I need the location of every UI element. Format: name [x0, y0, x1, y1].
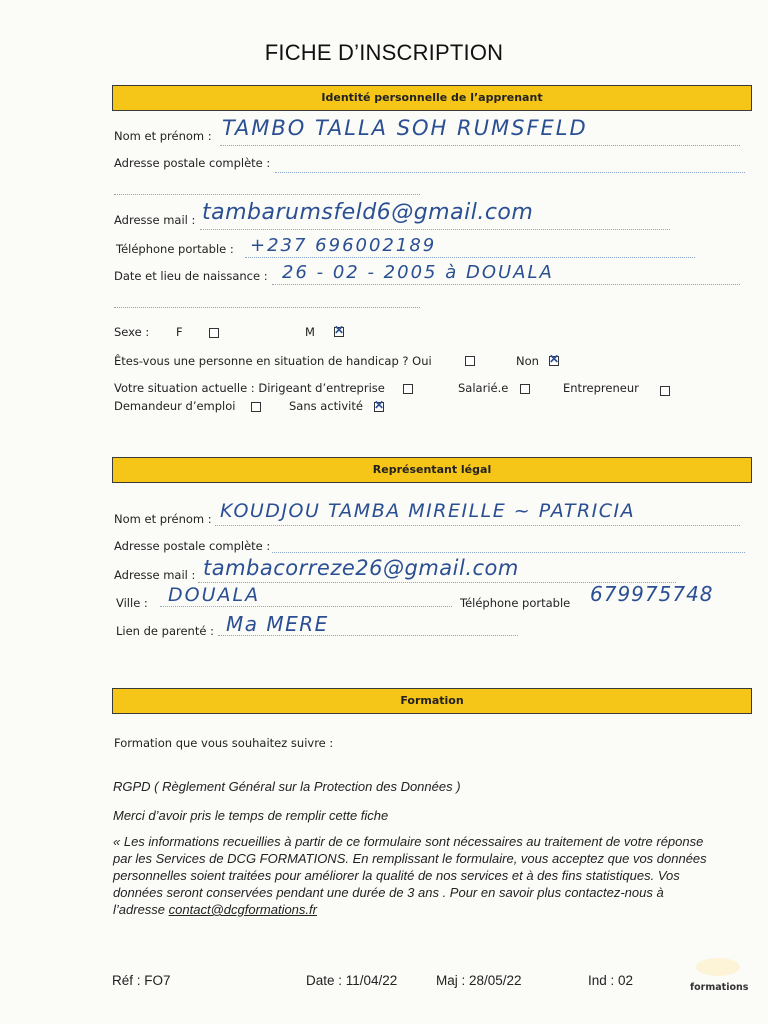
- handicap-question: Êtes-vous une personne en situation de handicap ? Oui: [114, 354, 432, 368]
- tel-value[interactable]: +237 696002189: [250, 235, 437, 256]
- adresse-line-2[interactable]: [114, 194, 420, 195]
- rep-tel-value[interactable]: 679975748: [590, 582, 714, 606]
- footer-maj: Maj : 28/05/22: [436, 973, 522, 988]
- section-header-representant: Représentant légal: [112, 457, 752, 483]
- rgpd-title: RGPD ( Règlement Général sur la Protection des Données ): [113, 779, 461, 794]
- footer-ind: Ind : 02: [588, 973, 634, 988]
- adresse-label: Adresse postale complète :: [114, 156, 271, 170]
- naissance-label: Date et lieu de naissance :: [114, 269, 268, 283]
- tel-label: Téléphone portable :: [116, 242, 234, 256]
- rep-adresse-line[interactable]: [272, 552, 745, 553]
- situation-salarie-label: Salarié.e: [458, 381, 509, 395]
- handicap-non-label: Non: [516, 354, 539, 368]
- rep-adresse-label: Adresse postale complète :: [114, 539, 271, 553]
- sexe-m-label: M: [305, 325, 315, 339]
- logo-mark-icon: [696, 958, 740, 976]
- mail-value[interactable]: tambarumsfeld6@gmail.com: [202, 200, 534, 225]
- sexe-f-label: F: [176, 325, 183, 339]
- sexe-f-checkbox[interactable]: [209, 328, 219, 338]
- rep-tel-label: Téléphone portable: [460, 596, 571, 610]
- rep-nom-line: [215, 525, 740, 526]
- rep-ville-label: Ville :: [116, 596, 148, 610]
- naissance-line-2: [114, 307, 420, 308]
- formation-question: Formation que vous souhaitez suivre :: [114, 736, 334, 750]
- naissance-value[interactable]: 26 - 02 - 2005 à DOUALA: [282, 262, 554, 283]
- company-logo: [690, 958, 749, 998]
- rgpd-text: [113, 833, 713, 918]
- naissance-line: [272, 284, 740, 285]
- situation-entrepreneur-label: Entrepreneur: [563, 381, 639, 395]
- contact-email-link[interactable]: contact@dcgformations.fr: [168, 902, 317, 917]
- rep-lien-value[interactable]: Ma MERE: [226, 612, 329, 636]
- situation-label: Votre situation actuelle : Dirigeant d’entreprise: [114, 381, 385, 395]
- nom-label: Nom et prénom :: [114, 129, 212, 143]
- situation-sans-label: Sans activité: [289, 399, 363, 413]
- rep-lien-label: Lien de parenté :: [116, 624, 214, 638]
- footer-ref: Réf : FO7: [112, 973, 171, 988]
- rep-ville-value[interactable]: DOUALA: [168, 584, 261, 606]
- situation-dirigeant-checkbox[interactable]: [403, 384, 413, 394]
- rgpd-text-body: « Les informations recueillies à partir de ce formulaire sont nécessaires au traitement de votre réponse par les Services de DCG FORMATIONS. En remplissant le formulaire, vous acceptez que vos données personnelles soient traitées pour améliorer la qualité de nos services et à des fins statistiques. Vos données seront conservées pendant une durée de 3 ans . Pour en savoir plus contactez-nous à l’adresse: [113, 834, 707, 917]
- section-header-identite: Identité personnelle de l’apprenant: [112, 85, 752, 111]
- situation-demandeur-label: Demandeur d’emploi: [114, 399, 236, 413]
- situation-demandeur-checkbox[interactable]: [251, 402, 261, 412]
- situation-entrepreneur-checkbox[interactable]: [660, 386, 670, 396]
- mail-line: [200, 229, 670, 230]
- tel-line: [245, 257, 695, 258]
- situation-sans-checkbox[interactable]: [374, 402, 384, 412]
- handicap-oui-checkbox[interactable]: [465, 356, 475, 366]
- section-header-formation: Formation: [112, 688, 752, 714]
- page-title: FICHE D’INSCRIPTION: [264, 40, 504, 65]
- footer-date: Date : 11/04/22: [306, 973, 398, 988]
- nom-value[interactable]: TAMBO TALLA SOH RUMSFELD: [222, 116, 588, 140]
- nom-line: [220, 145, 740, 146]
- situation-salarie-checkbox[interactable]: [520, 384, 530, 394]
- rep-nom-value[interactable]: KOUDJOU TAMBA MIREILLE ~ PATRICIA: [220, 500, 636, 522]
- adresse-line[interactable]: [275, 172, 745, 173]
- rep-ville-line: [160, 606, 452, 607]
- rep-mail-value[interactable]: tambacorreze26@gmail.com: [203, 556, 519, 580]
- sexe-label: Sexe :: [114, 325, 150, 339]
- rep-mail-label: Adresse mail :: [114, 568, 196, 582]
- handicap-non-checkbox[interactable]: [549, 356, 559, 366]
- rgpd-thanks: Merci d’avoir pris le temps de remplir cette fiche: [113, 808, 389, 823]
- rep-nom-label: Nom et prénom :: [114, 512, 212, 526]
- mail-label: Adresse mail :: [114, 213, 196, 227]
- logo-text: formations: [690, 982, 749, 993]
- sexe-m-checkbox[interactable]: [334, 327, 344, 337]
